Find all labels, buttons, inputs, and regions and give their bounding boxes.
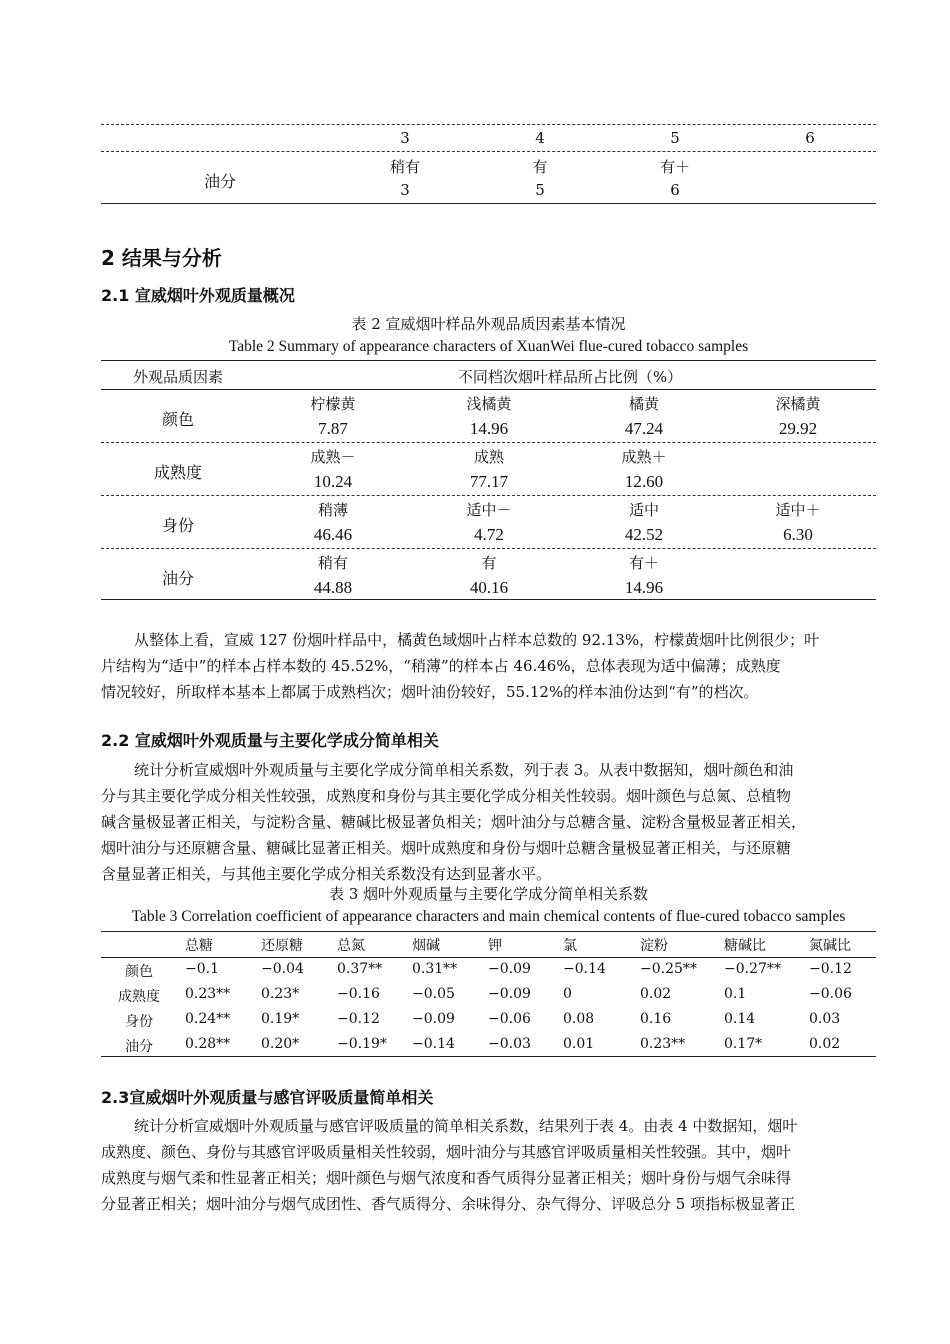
- table3-row-label: 油分: [125, 1039, 153, 1055]
- table2-value-cell: 6.30: [783, 525, 813, 544]
- table3-value-cell: −0.25**: [640, 961, 697, 977]
- table3-caption-cn: 表 3 烟叶外观质量与主要化学成分简单相关系数: [328, 885, 649, 903]
- table3-value-cell: −0.06: [488, 1011, 531, 1027]
- table1-oil-grade: 有＋: [659, 158, 690, 176]
- table3-header-cell: 还原糖: [261, 938, 303, 954]
- table3-value-cell: −0.27**: [724, 961, 781, 977]
- table3-row-label: 身份: [125, 1014, 153, 1030]
- table1-top-rule: [101, 124, 876, 125]
- table2-value-cell: 40.16: [469, 578, 509, 597]
- paragraph-line: 分显著正相关；烟叶油分与烟气成团性、香气质得分、余味得分、杂气得分、评吸总分 5 项指标极显著正: [101, 1195, 796, 1213]
- table3-value-cell: 0.03: [809, 1011, 841, 1027]
- table1-oil-score: 6: [670, 181, 680, 199]
- table3-value-cell: −0.14: [412, 1036, 455, 1052]
- table3-value-cell: 0.17*: [724, 1036, 763, 1052]
- table2-value-cell: 46.46: [313, 525, 353, 544]
- table2-grade-cell: 稍有: [317, 554, 348, 572]
- table2-row-divider: [101, 495, 876, 496]
- table2-row-label: 成熟度: [153, 463, 202, 482]
- table1-oil-score: 3: [400, 181, 410, 199]
- table2-grade-cell: 成熟＋: [621, 448, 667, 466]
- table3-value-cell: −0.19*: [337, 1036, 387, 1052]
- table3-value-cell: 0.14: [724, 1011, 756, 1027]
- section-2-3-heading: 2.3宣威烟叶外观质量与感官评吸质量简单相关: [101, 1088, 434, 1107]
- table2-value-cell: 42.52: [624, 525, 664, 544]
- table2-header-ratio: 不同档次烟叶样品所占比例（%）: [457, 368, 683, 386]
- table3-value-cell: −0.12: [809, 961, 852, 977]
- table3-header-cell: 糖碱比: [724, 938, 766, 954]
- table3-value-cell: 0: [563, 986, 572, 1002]
- table3-top-rule: [101, 931, 876, 932]
- table3-value-cell: −0.05: [412, 986, 455, 1002]
- table3-value-cell: −0.16: [337, 986, 380, 1002]
- paragraph-line: 从整体上看，宣威 127 份烟叶样品中，橘黄色域烟叶占样本总数的 92.13%，柠檬黄烟叶比例很少；叶: [134, 631, 820, 649]
- table3-value-cell: −0.03: [488, 1036, 531, 1052]
- section-2-2-heading: 2.2 宣威烟叶外观质量与主要化学成分简单相关: [101, 731, 439, 750]
- table3-caption-en: Table 3 Correlation coefficient of appearance characters and main chemical contents of flue-cured tobacco samples: [131, 908, 846, 925]
- table2-grade-cell: 有＋: [628, 554, 659, 572]
- table3-value-cell: 0.31**: [412, 961, 458, 977]
- section-2-heading: 2 结果与分析: [101, 246, 222, 270]
- paragraph-overview: [101, 627, 876, 705]
- table3-value-cell: 0.16: [640, 1011, 672, 1027]
- table1-top-cell: 3: [400, 129, 410, 147]
- paragraph-line: 成熟度与烟气柔和性显著正相关；烟叶颜色与烟气浓度和香气质得分显著正相关；烟叶身份与烟气余味得: [101, 1169, 792, 1187]
- table3-value-cell: 0.01: [563, 1036, 595, 1052]
- table3-value-cell: 0.28**: [185, 1036, 231, 1052]
- table2-grade-cell: 橘黄: [628, 395, 659, 413]
- table3-value-cell: −0.04: [261, 961, 304, 977]
- table2-value-cell: 14.96: [624, 578, 664, 597]
- paragraph-line: 烟叶油分与还原糖含量、糖碱比显著正相关。烟叶成熟度和身份与烟叶总糖含量极显著正相关，与还原糖: [101, 839, 792, 857]
- table3-header-cell: 钾: [488, 938, 502, 954]
- table2-row-label: 身份: [161, 516, 194, 535]
- table2-caption-cn: 表 2 宣威烟叶样品外观品质因素基本情况: [351, 315, 626, 333]
- table2-grade-cell: 成熟－: [310, 448, 356, 466]
- table3-value-cell: −0.1: [185, 961, 219, 977]
- table3-header-rule: [101, 957, 876, 958]
- table3-header-cell: 总糖: [185, 938, 213, 954]
- table3-header-cell: 总氮: [337, 938, 365, 954]
- table2-value-cell: 10.24: [313, 472, 353, 491]
- table3-value-cell: 0.08: [563, 1011, 595, 1027]
- table3-value-cell: 0.37**: [337, 961, 383, 977]
- table3-row-label: 颜色: [125, 964, 153, 980]
- table3-row-label: 成熟度: [118, 989, 160, 1005]
- table1-oil-label: 油分: [203, 172, 236, 191]
- table2-grade-cell: 浅橘黄: [466, 395, 512, 413]
- table3-value-cell: −0.09: [488, 986, 531, 1002]
- table2-value-cell: 14.96: [469, 419, 509, 438]
- table3-value-cell: 0.20*: [261, 1036, 300, 1052]
- paragraph-line: 碱含量极显著正相关，与淀粉含量、糖碱比极显著负相关；烟叶油分与总糖含量、淀粉含量极显著正相关，: [101, 813, 807, 831]
- table2-caption-en: Table 2 Summary of appearance characters of XuanWei flue-cured tobacco samples: [228, 338, 749, 355]
- table2-grade-cell: 成熟: [473, 448, 504, 466]
- table3-value-cell: 0.1: [724, 986, 747, 1002]
- table3-value-cell: 0.23**: [185, 986, 231, 1002]
- table2-value-cell: 77.17: [469, 472, 509, 491]
- table2-bottom-rule: [101, 599, 876, 600]
- table2-grade-cell: 柠檬黄: [310, 395, 356, 413]
- table3-header-cell: 氯: [563, 938, 577, 954]
- table2-row-label: 油分: [161, 569, 194, 588]
- table2-row-divider: [101, 442, 876, 443]
- paragraph-line: 统计分析宣威烟叶外观质量与主要化学成分简单相关系数，列于表 3。从表中数据知，烟叶颜色和油: [134, 761, 794, 779]
- paragraph-chemical-correlation: [101, 757, 876, 887]
- table2-grade-cell: 适中－: [466, 501, 512, 519]
- table3-value-cell: −0.09: [412, 1011, 455, 1027]
- table1-oil-grade: 稍有: [389, 158, 420, 176]
- table2-value-cell: 4.72: [474, 525, 504, 544]
- table3-value-cell: 0.02: [809, 1036, 841, 1052]
- table2-top-rule: [101, 360, 876, 361]
- paragraph-line: 分与其主要化学成分相关性较强，成熟度和身份与其主要化学成分相关性较弱。烟叶颜色与总氮、总植物: [101, 787, 792, 805]
- table3-header-cell: 氮碱比: [809, 938, 851, 954]
- table3-bottom-rule: [101, 1056, 876, 1057]
- table1-top-cell: 5: [670, 129, 680, 147]
- table1-mid-rule: [101, 151, 876, 152]
- table3-value-cell: −0.12: [337, 1011, 380, 1027]
- table3-value-cell: 0.19*: [261, 1011, 300, 1027]
- table1-bottom-rule: [101, 203, 876, 204]
- table3-value-cell: 0.24**: [185, 1011, 231, 1027]
- table3-value-cell: −0.06: [809, 986, 852, 1002]
- table2-value-cell: 47.24: [624, 419, 664, 438]
- table2-grade-cell: 适中: [628, 501, 659, 519]
- table2-value-cell: 7.87: [318, 419, 348, 438]
- table3-value-cell: 0.23**: [640, 1036, 686, 1052]
- paragraph-line: 成熟度、颜色、身份与其感官评吸质量相关性较弱，烟叶油分与其感官评吸质量相关性较强。其中，烟叶: [101, 1143, 792, 1161]
- table2-header-rule: [101, 389, 876, 390]
- table3-value-cell: −0.14: [563, 961, 606, 977]
- table3-header-cell: 烟碱: [412, 938, 440, 954]
- table1-oil-score: 5: [535, 181, 545, 199]
- table3-value-cell: −0.09: [488, 961, 531, 977]
- table1-top-cell: 6: [805, 129, 815, 147]
- paragraph-sensory-correlation: [101, 1113, 876, 1217]
- paragraph-line: 统计分析宣威烟叶外观质量与感官评吸质量的简单相关系数，结果列于表 4。由表 4 中数据知，烟叶: [134, 1117, 798, 1135]
- table2-grade-cell: 适中＋: [775, 501, 821, 519]
- table1-oil-grade: 有: [532, 158, 548, 176]
- table2-row-divider: [101, 548, 876, 549]
- table2-grade-cell: 稍薄: [317, 501, 348, 519]
- table2-header-factor: 外观品质因素: [132, 368, 223, 386]
- table2-value-cell: 12.60: [624, 472, 664, 491]
- table3-value-cell: 0.23*: [261, 986, 300, 1002]
- section-2-1-heading: 2.1 宣威烟叶外观质量概况: [101, 286, 295, 305]
- paragraph-line: 情况较好，所取样本基本上都属于成熟档次；烟叶油份较好，55.12%的样本油份达到“有”的档次。: [101, 683, 759, 701]
- paragraph-line: 片结构为“适中”的样本占样本数的 45.52%，“稍薄”的样本占 46.46%，总体表现为适中偏薄；成熟度: [101, 657, 781, 675]
- paragraph-line: 含量显著正相关，与其他主要化学成分相关系数没有达到显著水平。: [101, 865, 552, 883]
- table3-value-cell: 0.02: [640, 986, 672, 1002]
- table1-top-cell: 4: [535, 129, 545, 147]
- table2-value-cell: 29.92: [778, 419, 818, 438]
- table2-grade-cell: 有: [481, 554, 497, 572]
- table2-grade-cell: 深橘黄: [775, 395, 821, 413]
- table2-row-label: 颜色: [161, 410, 194, 429]
- table3-header-cell: 淀粉: [640, 938, 668, 954]
- table2-value-cell: 44.88: [313, 578, 353, 597]
